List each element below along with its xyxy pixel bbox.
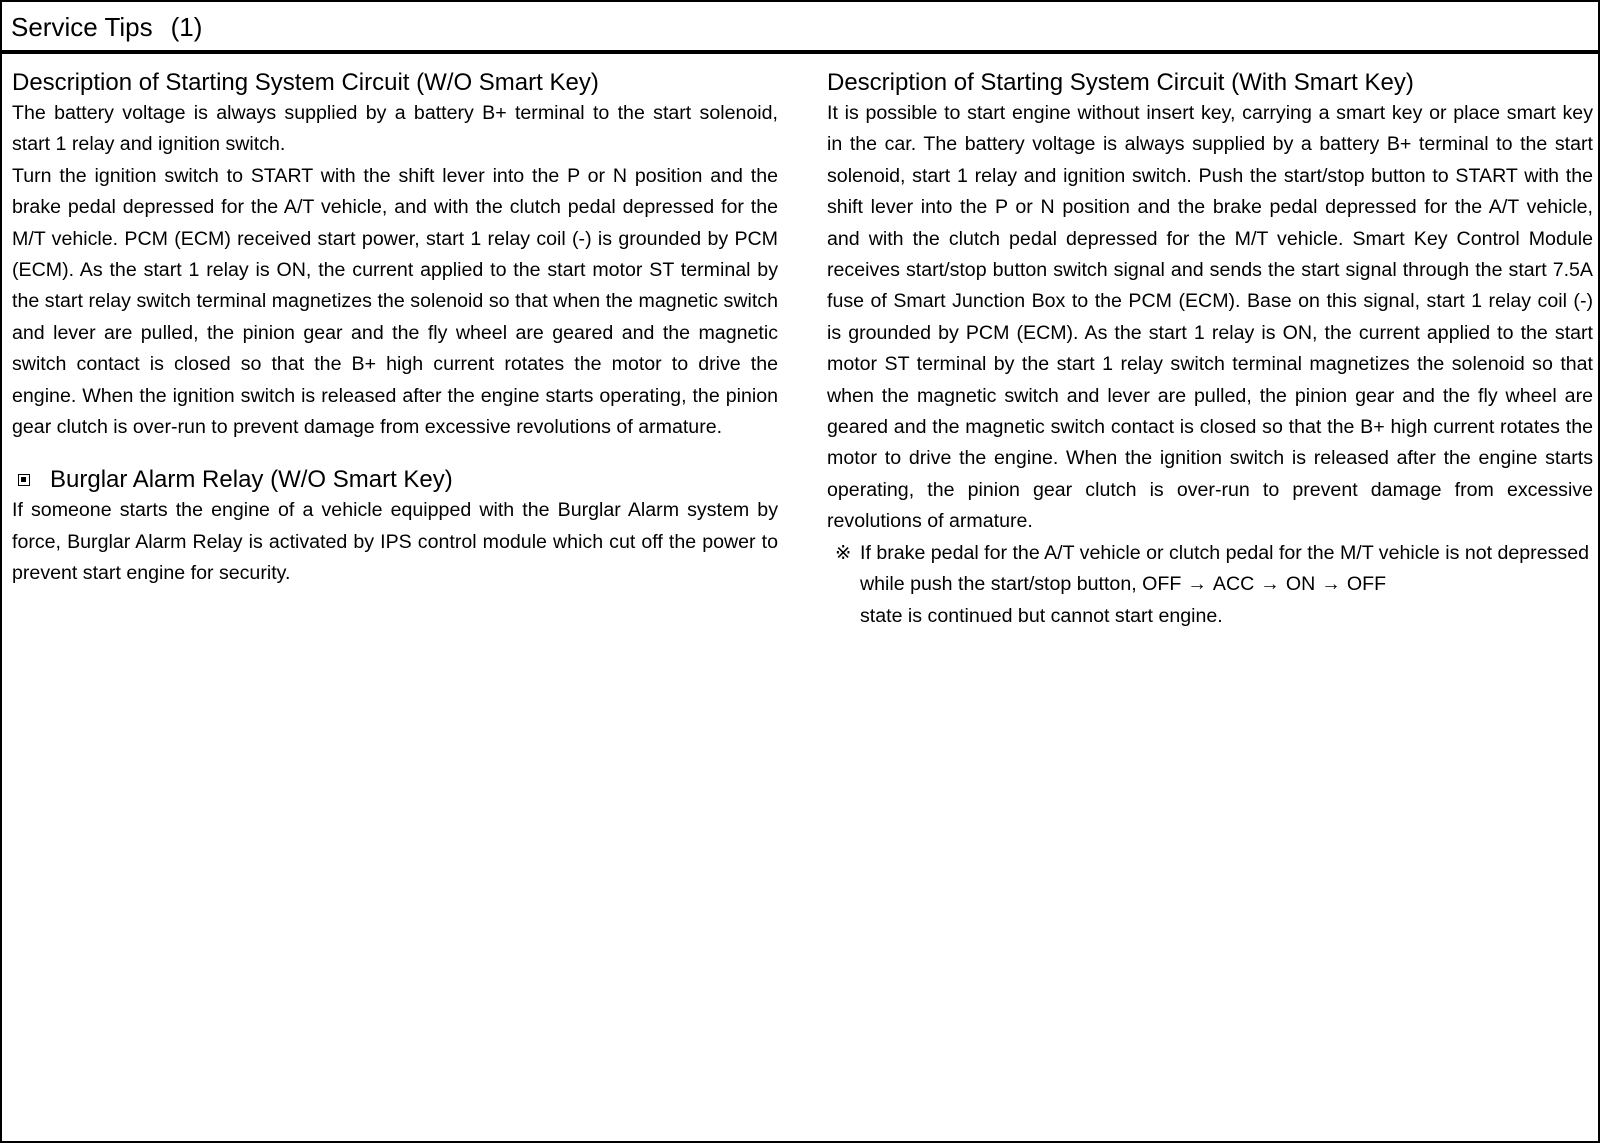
section-heading-without-smart-key: Description of Starting System Circuit (W/O Smart Key) [12, 69, 599, 96]
arrow-right-icon: → [1321, 573, 1341, 596]
note-tail: state is continued but cannot start engine. [860, 604, 1223, 627]
state-off-final: OFF [1346, 573, 1387, 596]
square-bullet-icon [18, 474, 30, 486]
battery-voltage-paragraph: The battery voltage is always supplied by a battery B+ terminal to the start solenoid, start 1 relay and ignition switch. [12, 102, 778, 156]
reference-mark-icon: ※ [835, 541, 852, 564]
left-column [12, 68, 778, 590]
burglar-alarm-heading-text: Burglar Alarm Relay (W/O Smart Key) [50, 466, 453, 494]
arrow-right-icon: → [1187, 573, 1207, 596]
section-heading-with-smart-key: Description of Starting System Circuit (With Smart Key) [827, 69, 1414, 96]
page-title: Service Tips [11, 12, 153, 42]
right-column [827, 68, 1593, 632]
starting-operation-paragraph: Turn the ignition switch to START with the shift lever into the P or N position and the brake pedal depressed for the A/T vehicle, and with the clutch pedal depressed for the M/T vehicle. PCM (ECM) received start power, start 1 relay coil (-) is grounded by PCM (ECM). As the start 1 relay is ON, the current applied to the start motor ST terminal by the start relay switch terminal magnetizes the solenoid so that when the magnetic switch and lever are pulled, the pinion gear and the fly wheel are geared and the magnetic switch contact is closed so that the B+ high current rotates the motor to drive the engine. When the ignition switch is released after the engine starts operating, the pinion gear clutch is over-run to prevent damage from excessive revolutions of armature. [12, 164, 778, 439]
page-number: (1) [170, 12, 203, 42]
state-on: ON [1285, 573, 1316, 596]
burglar-alarm-paragraph: If someone starts the engine of a vehicle equipped with the Burglar Alarm system by force, Burglar Alarm Relay is activated by IPS control module which cut off the power to prevent start engine for security. [12, 499, 778, 585]
state-sequence [1142, 573, 1386, 595]
smart-key-paragraph: It is possible to start engine without insert key, carrying a smart key or place smart key in the car. The battery voltage is always supplied by a battery B+ terminal to the start solenoid, start 1 relay and ignition switch. Push the start/stop button to START with the shift lever into the P or N position and the brake pedal depressed for the A/T vehicle, and with the clutch pedal depressed for the M/T vehicle. Smart Key Control Module receives start/stop button switch signal and sends the start signal through the start 7.5A fuse of Smart Junction Box to the PCM (ECM). Base on this signal, start 1 relay coil (-) is grounded by PCM (ECM). As the start 1 relay is ON, the current applied to the start motor ST terminal by the start 1 relay switch terminal magnetizes the solenoid so that when the magnetic switch and lever are pulled, the pinion gear and the fly wheel are geared and the magnetic switch contact is closed so that the B+ high current rotates the motor to drive the engine. When the ignition switch is released after the engine starts operating, the pinion gear clutch is over-run to prevent damage from excessive revolutions of armature. [827, 102, 1593, 533]
state-off: OFF [1142, 573, 1182, 596]
arrow-right-icon: → [1260, 573, 1280, 596]
state-acc: ACC [1212, 573, 1255, 596]
note-block [827, 538, 1593, 632]
page-header [2, 2, 1598, 54]
burglar-alarm-heading [12, 465, 778, 495]
note-text: If brake pedal for the A/T vehicle or clutch pedal for the M/T vehicle is not depressed while push the start/stop button, [860, 541, 1589, 596]
